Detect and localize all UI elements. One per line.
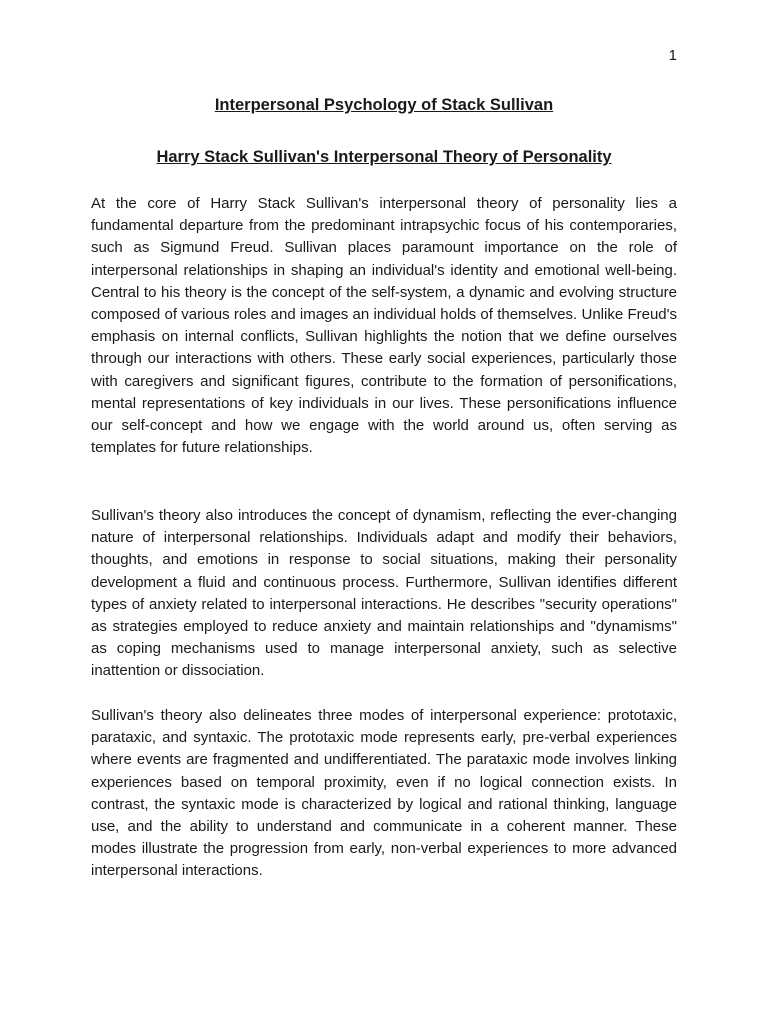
body-paragraph: Sullivan's theory also introduces the concept of dynamism, reflecting the ever-changing nature of interpersonal relationships. Individuals adapt and modify their behaviors, thoughts, and emotions in response to social situations, making their personality development a fluid and continuous process. Furthermore, Sullivan identifies different types of anxiety related to interpersonal interactions. He describes "security operations" as strategies employed to reduce anxiety and maintain relationships and "dynamisms" as coping mechanisms used to manage interpersonal anxiety, such as selective inattention or dissociation. [91,507,677,680]
body-paragraph: At the core of Harry Stack Sullivan's interpersonal theory of personality lies a fundamental departure from the predominant intrapsychic focus of his contemporaries, such as Sigmund Freud. Sullivan places paramount importance on the role of interpersonal relationships in shaping an individual's identity and emotional well-being. Central to his theory is the concept of the self-system, a dynamic and evolving structure composed of various roles and images an individual holds of themselves. Unlike Freud's emphasis on internal conflicts, Sullivan highlights the notion that we define ourselves through our interactions with others. These early social experiences, particularly those with caregivers and significant figures, contribute to the formation of personifications, mental representations of key individuals in our lives. These personifications influence our self-concept and how we engage with the world around us, often serving as templates for future relationships. [91,195,677,457]
document-title: Interpersonal Psychology of Stack Sullivan [214,96,554,114]
body-paragraph: Sullivan's theory also delineates three modes of interpersonal experience: prototaxic, parataxic, and syntaxic. The prototaxic mode represents early, pre-verbal experiences where events are fragmented and undifferentiated. The parataxic mode involves linking experiences based on temporal proximity, even if no logical connection exists. In contrast, the syntaxic mode is characterized by logical and rational thinking, language use, and the ability to understand and communicate in a coherent manner. These modes illustrate the progression from early, non-verbal experiences to more advanced interpersonal interactions. [91,707,677,880]
page-number: 1 [668,47,677,64]
document-subtitle: Harry Stack Sullivan's Interpersonal Theory of Personality [156,148,612,166]
